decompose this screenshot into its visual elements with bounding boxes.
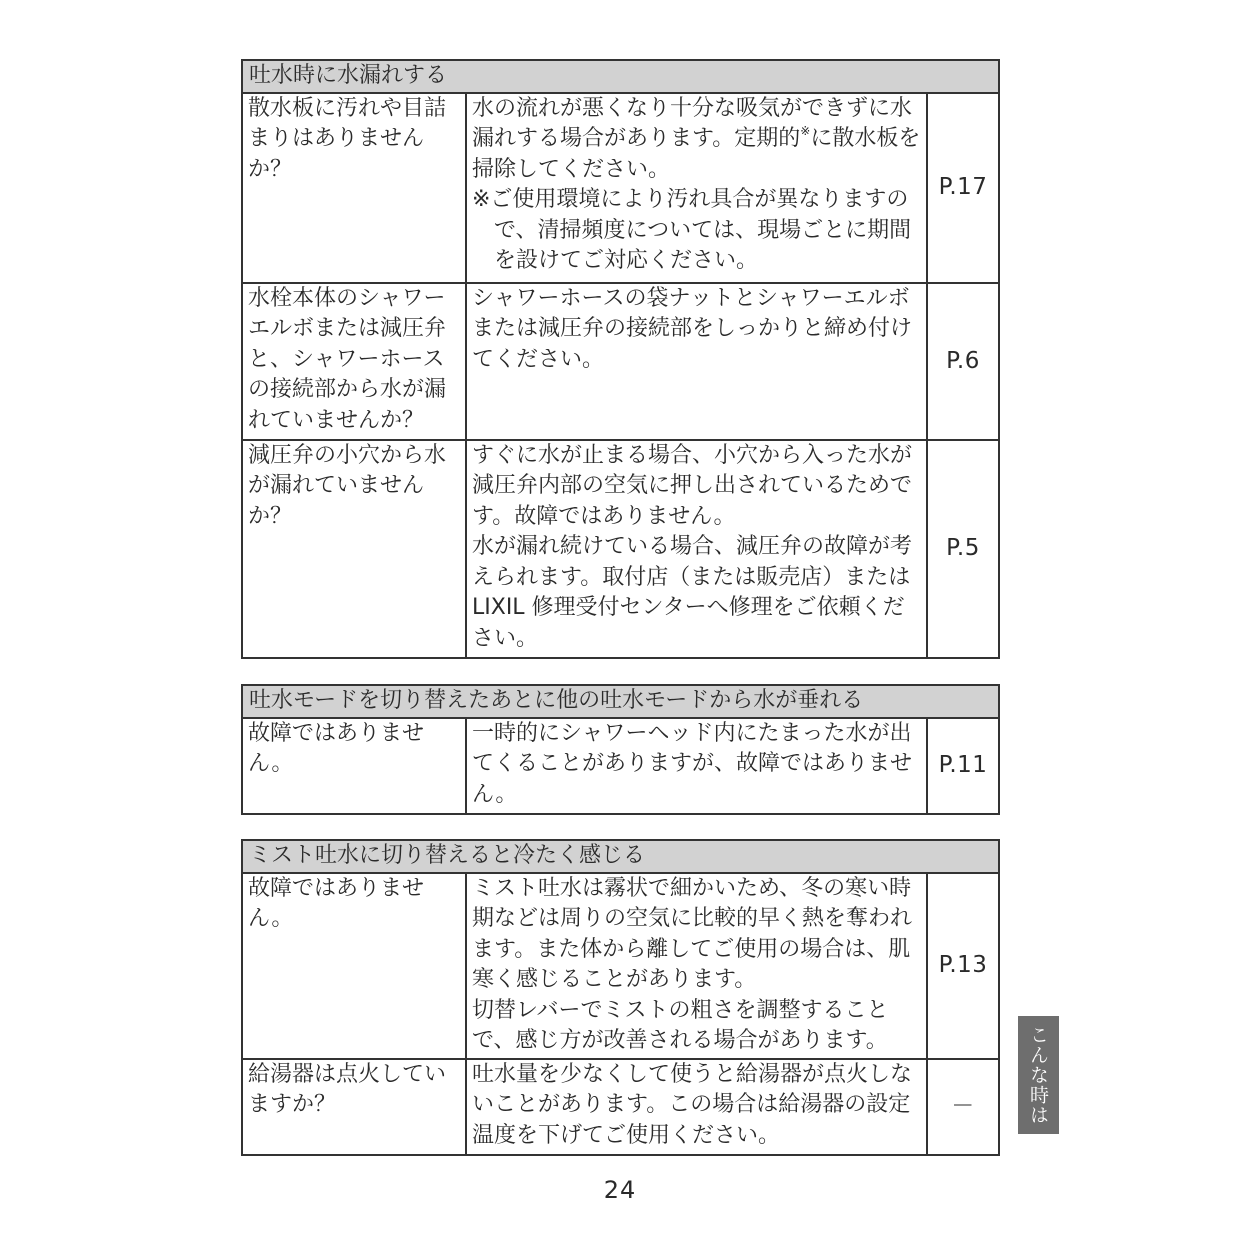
- remedy-paragraph: 切替レバーでミストの粗さを調整することで、感じ方が改善される場合があります。: [472, 997, 889, 1053]
- remedy-text: [466, 873, 927, 1059]
- table-row: [242, 718, 999, 814]
- remedy-text: [466, 93, 927, 283]
- page-number: 24: [603, 1176, 637, 1204]
- check-item: 故障ではありません。: [242, 718, 466, 814]
- table-row: [242, 1059, 999, 1155]
- page-reference: P.5: [927, 440, 999, 658]
- page-reference: P.13: [927, 873, 999, 1059]
- side-index-tab: こんな時は: [1018, 1016, 1059, 1134]
- remedy-text: [466, 440, 927, 658]
- check-item: 故障ではありません。: [242, 873, 466, 1059]
- note-mark: ※: [800, 124, 811, 138]
- remedy-paragraph: すぐに水が止まる場合、小穴から入った水が減圧弁内部の空気に押し出されているためです。故障ではありません。: [472, 442, 913, 529]
- troubleshooting-table-water-leak: [241, 59, 1000, 659]
- troubleshooting-table-mode-drip: [241, 684, 1000, 815]
- remedy-text-part: 水の流れが悪くなり十分な吸気ができずに水漏れする場合があります。定期的: [472, 95, 913, 151]
- check-item: 散水板に汚れや目詰まりはありませんか？: [242, 93, 466, 283]
- section-title: ミスト吐水に切り替えると冷たく感じる: [242, 840, 999, 873]
- page-reference: P.17: [927, 93, 999, 283]
- troubleshooting-table-mist-cold: [241, 839, 1000, 1156]
- remedy-text: シャワーホースの袋ナットとシャワーエルボまたは減圧弁の接続部をしっかりと締め付けてください。: [466, 283, 927, 440]
- table-row: [242, 873, 999, 1059]
- remedy-paragraph: 水が漏れ続けている場合、減圧弁の故障が考えられます。取付店（または販売店）または LIXIL 修理受付センターへ修理をご依頼ください。: [472, 534, 913, 651]
- remedy-text-part: に散水板を掃除してください。: [472, 126, 921, 182]
- check-item: 水栓本体のシャワーエルボまたは減圧弁と、シャワーホースの接続部から水が漏れていませんか？: [242, 283, 466, 440]
- section-title: 吐水時に水漏れする: [242, 60, 999, 93]
- page-reference: P.6: [927, 283, 999, 440]
- remedy-note: ※ご使用環境により汚れ具合が異なりますので、清掃頻度については、現場ごとに期間を設けてご対応ください。: [472, 187, 912, 273]
- section-title: 吐水モードを切り替えたあとに他の吐水モードから水が垂れる: [242, 685, 999, 718]
- table-row: [242, 283, 999, 440]
- table-row: [242, 440, 999, 658]
- check-item: 減圧弁の小穴から水が漏れていませんか？: [242, 440, 466, 658]
- remedy-text: 吐水量を少なくして使うと給湯器が点火しないことがあります。この場合は給湯器の設定温度を下げてご使用ください。: [466, 1059, 927, 1155]
- remedy-paragraph: ミスト吐水は霧状で細かいため、冬の寒い時期などは周りの空気に比較的早く熱を奪われます。また体から離してご使用の場合は、肌寒く感じることがあります。: [472, 875, 913, 992]
- check-item: 給湯器は点火していますか？: [242, 1059, 466, 1155]
- page-reference: －: [927, 1059, 999, 1155]
- table-row: [242, 93, 999, 283]
- remedy-text: 一時的にシャワーヘッド内にたまった水が出てくることがありますが、故障ではありません。: [466, 718, 927, 814]
- page-reference: P.11: [927, 718, 999, 814]
